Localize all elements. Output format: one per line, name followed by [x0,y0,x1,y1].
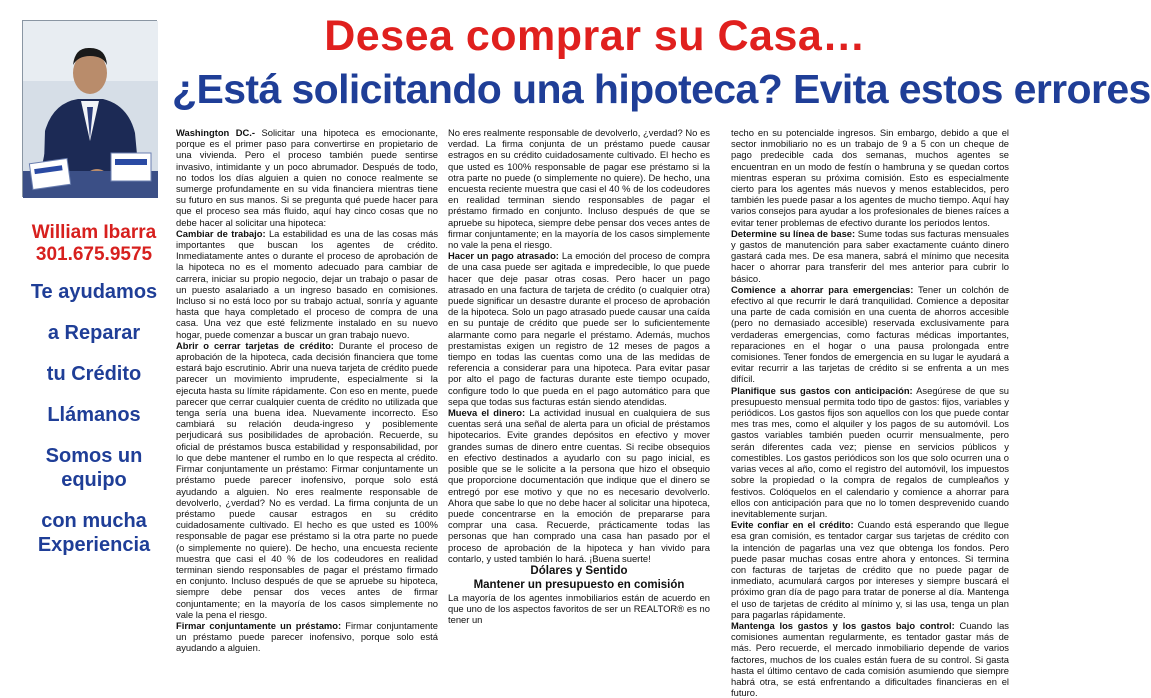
promo-line: equipo [61,469,127,491]
agent-photo [22,20,157,197]
headline-main: Desea comprar su Casa… [324,12,866,60]
promo-line: Somos un [45,445,143,467]
section-heading: Cambiar de trabajo: [176,227,266,239]
section-heading: Firmar conjuntamente un préstamo: [176,619,342,631]
article-column-2 [448,127,710,633]
paragraph: techo en su potencialde ingresos. Sin embargo, debido a que el sector inmobiliario no es un trabajo de 9 a 5 con un cheque de pago predecible cada dos semanas, muchos agentes se encuentran en un modo de festín o hambruna y se quedan cortos mientras esperan su próxima comisión. Esto es especialmente cierto para los agentes más nuevos y menos establecidos, pero también les puede pasar a los agentes de mucho tiempo. Aquí hay varios consejos para ayudar a los profesionales de bienes raíces a evitar tener problemas de efectivo durante los periodos lentos. [731,127,1009,228]
promo-line: tu Crédito [46,363,142,385]
promo-line: Te ayudamos [30,281,158,303]
paragraph: Determine su línea de base: Sume todas sus facturas mensuales y gastos de manutención para saber exactamente cuánto dinero gastará cada mes. De esa manera, sabrá el mínimo que necesita hacer o ahorrar para transferir del mes anterior para cubrir lo básico. [731,227,1009,284]
promo-line: con mucha [41,510,147,532]
agent-photo-illustration [23,21,158,198]
subsection-title: Dólares y Sentido [530,564,628,577]
paragraph: No eres realmente responsable de devolverlo, ¿verdad? No es verdad. La firma conjunta de un préstamo puede causar estragos en su crédito cuidadosamente cultivado. El hecho es que usted es 100% responsable de pagar ese préstamo si la otra parte no puede (o simplemente no quiere). De hecho, una encuesta reciente muestra que casi el 40 % de los codeudores en realidad terminan siendo responsables de pagar el préstamo firmado en conjunto. Incluso después de que se apruebe su hipoteca, siempre debe pensar dos veces antes de firmar conjuntamente; en la mayoría de los casos simplemente no vale la pena el riesgo. [448,127,710,251]
agent-phone: 301.675.9575 [35,244,153,265]
article-column-1 [176,127,439,654]
section-heading: Abrir o cerrar tarjetas de crédito: [176,339,334,351]
headline-sub: ¿Está solicitando una hipoteca? Evita estos errores [172,66,1151,112]
paragraph: Abrir o cerrar tarjetas de crédito: Durante el proceso de aprobación de la hipoteca, cada decisión financiera que tome estará bajo escrutinio. Abrir una nueva tarjeta de crédito puede parecer un movimiento imprudente, especialmente si la ejecuta hasta su límite rápidamente. Con eso en mente, puede parecer que cerrar cualquier cuenta de crédito no utilizada que tenga sería una buena idea. Nuevamente incorrecto. Eso cambiará su relación deuda-ingreso y posiblemente perjudicará sus posibilidades de aprobación. Recuerde, su oficial de préstamos busca estabilidad y responsabilidad, por lo que debe mantener el rumbo en lo que respecta al crédito. Firmar conjuntamente un préstamo: Firmar conjuntamente un préstamo puede parecer inofensivo, porque solo está ayudando a alguien. No eres realmente responsable de devolverlo, ¿verdad? No es verdad. La firma conjunta de un préstamo puede causar estragos en su crédito cuidadosamente cultivado. El hecho es que usted es 100% responsable de pagar ese préstamo si la otra parte no puede (o simplemente no quiere). De hecho, una encuesta reciente muestra que casi el 40 % de los codeudores en realidad terminan siendo responsables de pagar el préstamo firmado en conjunto. Incluso después de que se apruebe su hipoteca, siempre debe pensar dos veces antes de firmar conjuntamente; en la mayoría de los casos simplemente no vale la pena el riesgo. [176,339,438,620]
paragraph: La mayoría de los agentes inmobiliarios están de acuerdo en que uno de los aspectos favoritos de ser un REALTOR® es no tener un [448,591,710,626]
section-heading: Mantenga los gastos y los gastos bajo control: [731,619,955,631]
contact-sidebar [14,222,174,557]
article-column-3 [731,127,1010,698]
section-heading: Comience a ahorrar para emergencias: [731,283,914,295]
paragraph: Firmar conjuntamente un préstamo: Firmar conjuntamente un préstamo puede parecer inofensivo, porque solo está ayudando a alguien. [176,619,438,654]
paragraph: Planifique sus gastos con anticipación: Asegúrese de que su presupuesto mensual permita todo tipo de gastos: fijos, variables y periódicos. Los gastos fijos son aquellos con los que puede contar mes tras mes, como el alquiler y los pagos de su automóvil. Los gastos variables también pueden ocurrir mensualmente, pero serán diferentes cada vez; piense en servicios públicos y comestibles. Los gastos periódicos son los que solo ocurren una o varias veces al año, como el registro del automóvil, los impuestos sobre la propiedad o la compra de regalos de cumpleaños y festivos. Colóquelos en el calendario y comience a ahorrar para ellos con anticipación para que no lo tomen desprevenido cuando inevitablemente surjan. [731,384,1009,519]
paragraph: Mueva el dinero: La actividad inusual en cualquiera de sus cuentas será una señal de alerta para un oficial de préstamos hipotecarios. Evite grandes depósitos en efectivo y mover grandes sumas de dinero entre cuentas. Si recibe obsequios en efectivo destinados a ayudarlo con su pago inicial, es posible que se le solicite a la persona que hizo el obsequio que proporcione documentación que indique que el dinero se entregó por ese motivo y que no es necesario devolverlo. Ahora que sabe lo que no debe hacer al solicitar una hipoteca, puede concentrarse en la emoción de prepararse para comprar una casa. Recuerde, prácticamente todas las personas que han comprado una casa han pasado por el proceso de aprobación de la hipoteca y han vivido para contarlo, y usted también lo hará. ¡Buena suerte! [448,407,710,564]
paragraph: Hacer un pago atrasado: La emoción del proceso de compra de una casa puede ser agitada e impredecible, lo que puede hacer que deje pasar otras cosas. Pero hacer un pago atrasado en una factura de tarjeta de crédito (o cualquier otra) puede significar un desastre durante el proceso de aprobación de la hipoteca. Solo un pago atrasado puede causar una caída en su puntaje de crédito que puede ser lo suficientemente alarmante como para negarle el préstamo. Además, muchos prestamistas exigen un registro de 12 meses de pagos a tiempo en todas las cuentas como una de las medidas de referencia a considerar para una hipoteca. Para evitar pasar por alto el pago de facturas durante este tiempo ocupado, configure todo lo que pueda en el pago automático para que sepa que todas sus facturas están siendo atendidas. [448,250,710,407]
section-heading: Planifique sus gastos con anticipación: [731,384,913,396]
section-heading: Determine su línea de base: [731,227,856,239]
agent-name: William Ibarra [31,222,157,243]
paragraph: Washington DC.- Solicitar una hipoteca es emocionante, porque es el primer paso para convertirse en propietario de una vivienda. Pero el proceso también puede sentirse invasivo, intimidante y un poco abrumador. Después de todo, no todos los días alguien a quien no conoce realmente se sumerge profundamente en su vida financiera mientras tiene su futuro en sus manos. Si se pregunta qué puede hacer para que el proceso sea más fluido, aquí hay cinco cosas que no debe hacer al solicitar una hipoteca: [176,127,438,228]
paragraph: Evite confiar en el crédito: Cuando está esperando que llegue esa gran comisión, es tentador cargar sus tarjetas de crédito con la intención de pagarlas una vez que obtenga los fondos. Pero puede pasar muchas cosas entre ahora y entonces. Si termina con facturas de tarjetas de crédito que no puede pagar de inmediato, acumulará cargos por intereses y siempre buscará el próximo gran día de pago para tratar de ponerse al día. Mantenga el uso de tarjetas de crédito al mínimo y, si las usa, tenga un plan para pagarlas rápidamente. [731,519,1009,620]
paragraph: Comience a ahorrar para emergencias: Tener un colchón de efectivo al que recurrir le dará tranquilidad. Comience a depositar una parte de cada comisión en una cuenta de ahorros accesible (pero no demasiado accesible) reservada exclusivamente para verdaderas emergencias, como facturas médicas importantes, reparaciones en el hogar o una pausa prolongada entre comisiones. Tener fondos de emergencia en su lugar le ayudará a evitar recurrir a las tarjetas de crédito si se enfrenta a un mes difícil. [731,283,1010,385]
paragraph: Cambiar de trabajo: La estabilidad es una de las cosas más importantes que buscan los agentes de crédito. Inmediatamente antes o durante el proceso de aprobación de la hipoteca no es el momento adecuado para cambiar de carrera, iniciar su propio negocio, dejar un trabajo o pasar de un puesto asalariado a un ingreso basado en comisiones. Incluso si no está loco por su trabajo actual, sonría y aguante hasta que haya completado el proceso de compra de una casa. Una vez que esté felizmente instalado en su nuevo hogar, puede comenzar a buscar un gran trabajo nuevo. [176,227,439,340]
promo-line: a Reparar [47,322,141,344]
section-heading: Evite confiar en el crédito: [731,519,854,531]
promo-line: Llámanos [47,404,141,426]
subsection-subtitle: Mantener un presupuesto en comisión [473,578,685,591]
section-heading: Mueva el dinero: [448,407,526,419]
section-heading: Hacer un pago atrasado: [448,250,559,262]
paragraph: Mantenga los gastos y los gastos bajo control: Cuando las comisiones aumentan regularmente, es tentador gastar más de más. Pero recuerde, el mercado inmobiliario depende de varios factores, muchos de los cuales están fuera de su control. Si gasta hasta el último centavo de cada comisión asumiendo que siempre habrá otra, se está enfrentando a dificultades financieras en el futuro. [731,619,1009,698]
dateline: Washington DC.- [176,127,256,138]
promo-line: Experiencia [37,534,151,556]
